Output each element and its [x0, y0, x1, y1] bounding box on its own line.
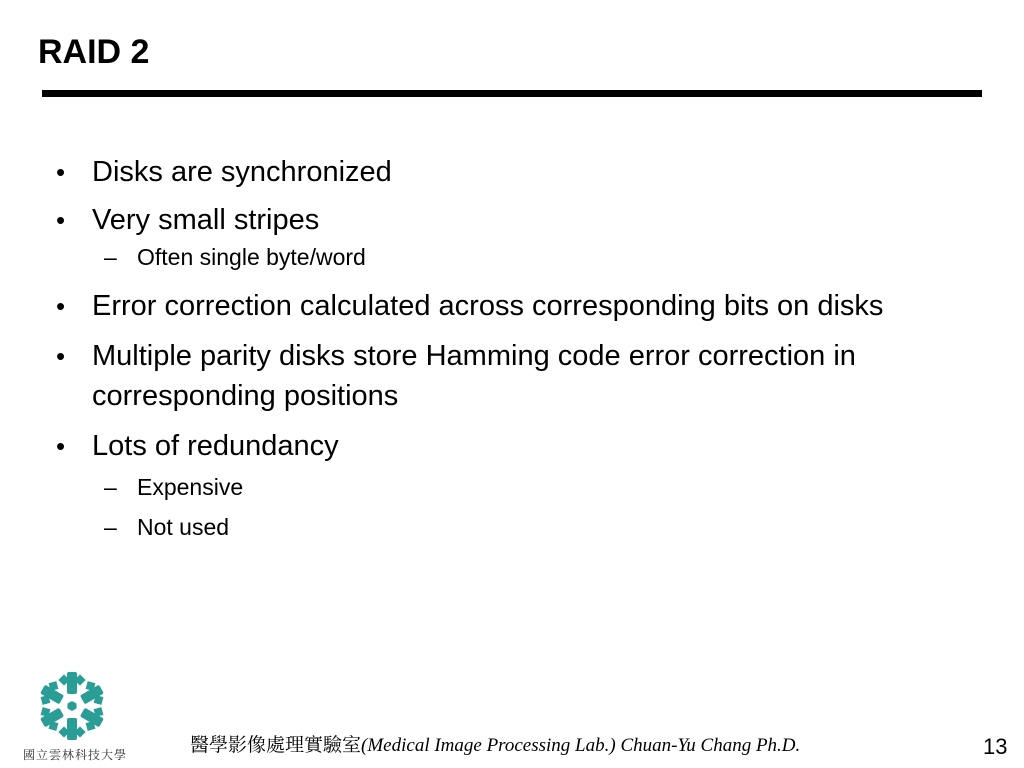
slide-content: [0, 150, 1024, 542]
bullet-text: Very small stripes: [92, 204, 320, 236]
bullet-item: [0, 336, 1024, 416]
footer-lab-english: (Medical Image Processing Lab.) Chuan-Yu Chang Ph.D.: [361, 735, 801, 756]
bullet-marker: •: [56, 341, 66, 371]
bullet-item: [0, 200, 1024, 240]
page-number: 13: [983, 734, 1008, 759]
bullet-item: [0, 152, 1024, 192]
sub-bullet-marker: –: [104, 474, 117, 500]
sub-bullet-marker: –: [104, 244, 117, 270]
sub-bullet-marker: –: [104, 514, 117, 540]
sub-bullet-text: Often single byte/word: [137, 244, 366, 270]
sub-bullet-item: [0, 242, 1024, 272]
title-divider: [42, 90, 982, 97]
bullet-text: Lots of redundancy: [92, 430, 339, 462]
university-logo: [8, 670, 142, 766]
slide-title: RAID 2: [38, 33, 150, 71]
bullet-marker: •: [56, 157, 66, 187]
bullet-item: [0, 426, 1024, 466]
sub-bullet-item: [0, 512, 1024, 542]
sub-bullet-item: [0, 472, 1024, 502]
bullet-marker: •: [56, 205, 66, 235]
bullet-text: Disks are synchronized: [92, 156, 392, 188]
bullet-item: [0, 286, 1024, 326]
footer-credit: [190, 732, 800, 759]
bullet-text: Multiple parity disks store Hamming code error correction in corresponding positions: [92, 340, 856, 412]
logo-caption: 國立雲林科技大學: [22, 748, 127, 762]
footer-lab-chinese: 醫學影像處理實驗室: [190, 734, 362, 756]
snowflake-logo-icon: [8, 670, 142, 744]
bullet-marker: •: [56, 431, 66, 461]
sub-bullet-text: Expensive: [137, 474, 244, 500]
sub-bullet-text: Not used: [137, 514, 230, 540]
bullet-text: Error correction calculated across corresponding bits on disks: [92, 290, 884, 322]
bullet-marker: •: [56, 291, 66, 321]
